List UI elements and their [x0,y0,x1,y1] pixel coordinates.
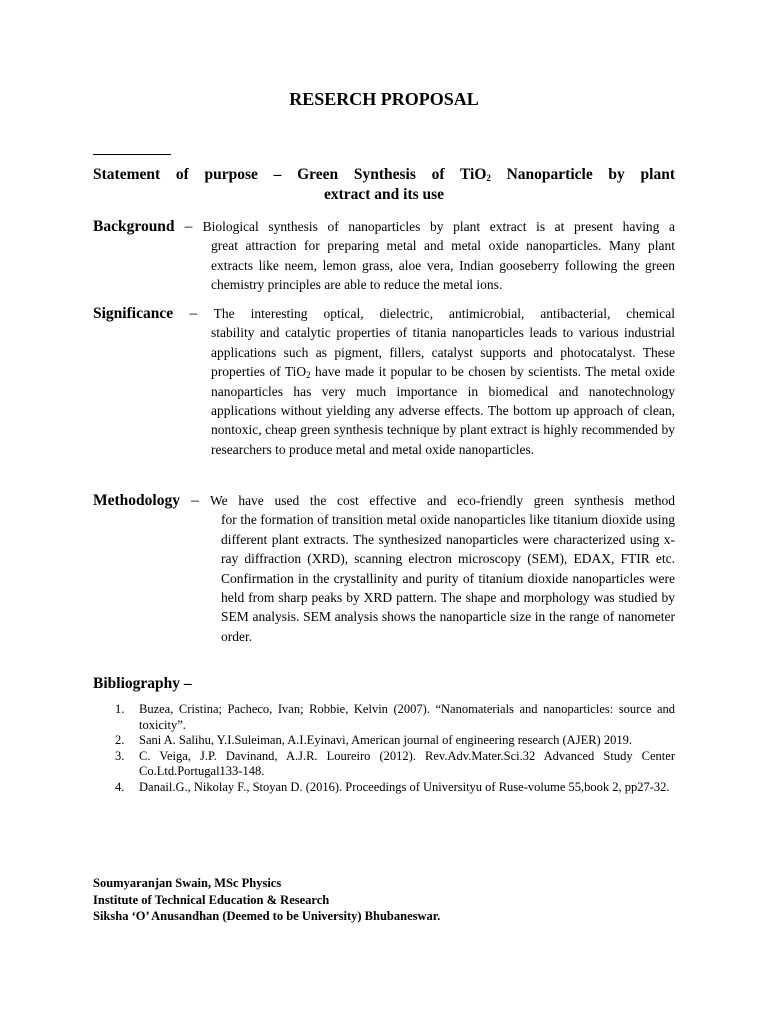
author-name: Soumyaranjan Swain, MSc Physics [93,876,282,890]
bibliography-text: C. Veiga, J.P. Davinand, A.J.R. Loureiro (2012). Rev.Adv.Mater.Sci.32 Advanced Study Center Co.Ltd.Portugal133-148. [139,748,675,778]
bibliography-number: 3. [115,748,125,763]
author-institute: Institute of Technical Education & Research [93,892,330,907]
author-university: Siksha ‘O’ Anusandhan (Deemed to be University) Bhubaneswar. [93,909,441,923]
bibliography-number: 1. [115,702,125,716]
methodology-section [93,491,675,646]
purpose-text-end: Nanoparticle by plant [490,166,675,183]
purpose-line-1 [93,165,675,185]
background-dash: – [174,218,203,235]
bibliography-text: Buzea, Cristina; Pacheco, Ivan; Robbie, Kelvin (2007). “Nanomaterials and nanoparticles: source and toxicity”. [139,702,675,732]
divider-line [93,154,171,155]
significance-section [93,304,675,459]
bibliography-heading: Bibliography – [93,675,192,692]
methodology-text: for the formation of transition metal oxide nanoparticles like titanium dioxide using different plant extracts. The synthesized nanoparticles were characterized using x-ray diffraction (XRD), scanning electron microscopy (SEM), EDAX, FTIR etc. Confirmation in the crystallinity and purity of titanium dioxide nanoparticles were held from sharp peaks by XRD pattern. The shape and morphology was studied by SEM analysis. SEM analysis shows the nanoparticle size in the range of nanometer order. [221,512,675,644]
bibliography-item [93,702,675,733]
bibliography-item [93,780,675,796]
bibliography-item [93,749,675,780]
methodology-first-line [93,491,675,510]
statement-of-purpose [93,165,675,205]
methodology-label: Methodology [93,492,180,509]
page-title: RESERCH PROPOSAL [289,89,479,109]
significance-text [211,323,675,459]
author-block [93,875,440,925]
background-label: Background [93,218,175,235]
background-first-line [93,217,675,236]
significance-text-part-1: stability and catalytic properties of titania nanoparticles leads to various industrial applications such as pigment, fillers, catalyst supports and photocatalyst. These properties of TiO [211,325,675,380]
purpose-subscript: 2 [486,173,491,183]
bibliography-text: Danail.G., Nikolay F., Stoyan D. (2016). Proceedings of Universityu of Ruse-volume 55,book 2, pp27-32. [139,779,670,794]
significance-first-line [93,304,675,323]
bibliography-text: Sani A. Salihu, Y.I.Suleiman, A.I.Eyinavi, American journal of engineering research (AJER) 2019. [139,733,632,747]
bibliography-number: 4. [115,779,125,794]
purpose-text: Statement of purpose – Green Synthesis of TiO [93,166,487,183]
significance-intro: The interesting optical, dielectric, antimicrobial, antibacterial, chemical [213,306,675,321]
bibliography-item [93,733,675,749]
significance-label: Significance [93,305,174,322]
significance-text-part-2: have made it popular to be chosen by scientists. The metal oxide nanoparticles has very much importance in biomedical and nanotechnology applications without yielding any adverse effects. The bottom up approach of clean, nontoxic, cheap green synthesis technique by plant extract is highly recommended by researchers to produce metal and metal oxide nanoparticles. [211,364,675,457]
significance-subscript: 2 [306,370,311,381]
background-intro: Biological synthesis of nanoparticles by plant extract is at present having a [202,219,676,234]
significance-dash: – [173,305,214,322]
background-section [93,217,675,295]
methodology-dash: – [179,492,211,509]
purpose-line-2: extract and its use [323,186,445,203]
methodology-intro: We have used the cost effective and eco-friendly green synthesis method [210,493,675,508]
bibliography-list [93,702,675,795]
background-text: great attraction for preparing metal and metal oxide nanoparticles. Many plant extracts like neem, lemon grass, aloe vera, Indian gooseberry following the green chemistry principles are able to reduce the metal ions. [211,238,675,293]
bibliography-number: 2. [115,733,125,747]
